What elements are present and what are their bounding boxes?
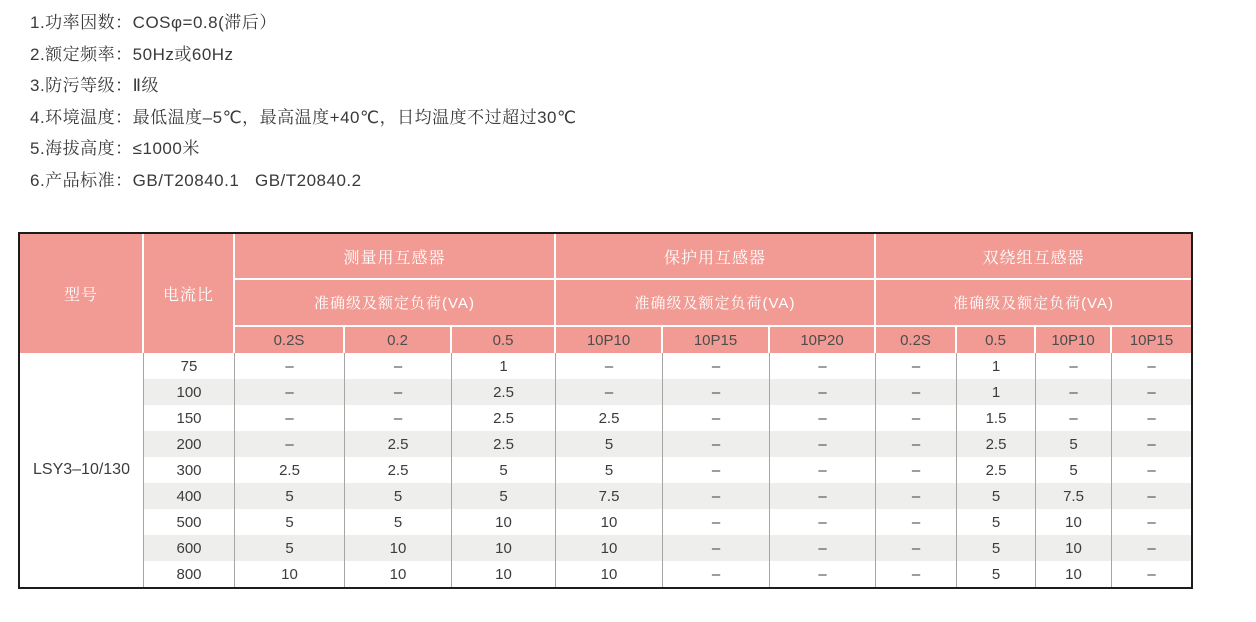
ratio-cell: 150	[144, 405, 235, 431]
value-cell: –	[1112, 353, 1191, 379]
value-cell: 5	[235, 509, 345, 535]
value-cell: 5	[556, 457, 663, 483]
value-cell: –	[876, 379, 957, 405]
value-cell: –	[235, 405, 345, 431]
value-cell: 5	[452, 457, 556, 483]
value-cell: 2.5	[235, 457, 345, 483]
value-cell: 10	[345, 561, 452, 587]
value-cell: 5	[556, 431, 663, 457]
accuracy-col-header: 10P20	[770, 327, 876, 353]
value-cell: –	[235, 353, 345, 379]
value-cell: –	[1112, 509, 1191, 535]
value-cell: –	[770, 483, 876, 509]
value-cell: 5	[957, 509, 1036, 535]
header-row-groups	[20, 234, 1191, 280]
value-cell: –	[556, 353, 663, 379]
value-cell: –	[876, 431, 957, 457]
accuracy-col-header: 10P10	[1036, 327, 1112, 353]
value-cell: 10	[1036, 509, 1112, 535]
spec-table	[18, 232, 1193, 589]
value-cell: –	[1112, 379, 1191, 405]
accuracy-col-header: 10P10	[556, 327, 663, 353]
value-cell: 5	[957, 483, 1036, 509]
value-cell: 2.5	[452, 431, 556, 457]
value-cell: –	[345, 379, 452, 405]
value-cell: –	[876, 353, 957, 379]
table-row	[20, 483, 1191, 509]
value-cell: –	[1036, 405, 1112, 431]
value-cell: –	[1112, 483, 1191, 509]
subheader-measurement: 准确级及额定负荷(VA)	[235, 280, 556, 327]
value-cell: 2.5	[452, 379, 556, 405]
value-cell: –	[1036, 379, 1112, 405]
spec-table-wrap	[18, 232, 1193, 589]
value-cell: 10	[556, 509, 663, 535]
value-cell: –	[770, 379, 876, 405]
value-cell: –	[770, 561, 876, 587]
value-cell: –	[1112, 405, 1191, 431]
value-cell: –	[663, 405, 770, 431]
value-cell: –	[663, 457, 770, 483]
value-cell: –	[770, 353, 876, 379]
value-cell: 5	[957, 561, 1036, 587]
value-cell: –	[770, 431, 876, 457]
spec-item: 2.额定频率：50Hz或60Hz	[30, 44, 234, 64]
value-cell: 5	[345, 483, 452, 509]
value-cell: 10	[235, 561, 345, 587]
value-cell: 2.5	[345, 431, 452, 457]
value-cell: –	[345, 353, 452, 379]
value-cell: 2.5	[345, 457, 452, 483]
accuracy-col-header: 10P15	[1112, 327, 1191, 353]
table-row	[20, 431, 1191, 457]
value-cell: 5	[1036, 457, 1112, 483]
value-cell: –	[235, 379, 345, 405]
ratio-cell: 600	[144, 535, 235, 561]
value-cell: –	[770, 535, 876, 561]
ratio-cell: 200	[144, 431, 235, 457]
value-cell: –	[235, 431, 345, 457]
spec-item: 6.产品标准：GB/T20840.1 GB/T20840.2	[30, 170, 362, 190]
value-cell: 2.5	[452, 405, 556, 431]
value-cell: 1	[452, 353, 556, 379]
value-cell: 2.5	[957, 457, 1036, 483]
value-cell: –	[663, 379, 770, 405]
group-header-double-winding: 双绕组互感器	[876, 234, 1191, 280]
value-cell: –	[1112, 431, 1191, 457]
value-cell: –	[770, 509, 876, 535]
group-header-protection: 保护用互感器	[556, 234, 876, 280]
ratio-column-header: 电流比	[144, 234, 235, 353]
value-cell: –	[663, 353, 770, 379]
value-cell: –	[876, 535, 957, 561]
table-row	[20, 405, 1191, 431]
value-cell: 5	[452, 483, 556, 509]
value-cell: 10	[556, 561, 663, 587]
spec-item: 1.功率因数：COSφ=0.8(滞后）	[30, 13, 277, 32]
value-cell: –	[876, 457, 957, 483]
value-cell: 7.5	[1036, 483, 1112, 509]
value-cell: 1.5	[957, 405, 1036, 431]
ratio-cell: 400	[144, 483, 235, 509]
table-row	[20, 353, 1191, 379]
table-row	[20, 561, 1191, 587]
value-cell: –	[876, 483, 957, 509]
ratio-cell: 500	[144, 509, 235, 535]
value-cell: –	[663, 431, 770, 457]
value-cell: 5	[1036, 431, 1112, 457]
value-cell: –	[1036, 353, 1112, 379]
value-cell: –	[876, 561, 957, 587]
value-cell: 10	[1036, 535, 1112, 561]
accuracy-col-header: 0.2S	[235, 327, 345, 353]
model-cell: LSY3–10/130	[20, 353, 144, 587]
value-cell: –	[663, 561, 770, 587]
value-cell: –	[663, 509, 770, 535]
model-column-header: 型号	[20, 234, 144, 353]
spec-item: 5.海拔高度：≤1000米	[30, 139, 200, 159]
group-header-measurement: 测量用互感器	[235, 234, 556, 280]
accuracy-col-header: 0.5	[452, 327, 556, 353]
value-cell: 10	[452, 509, 556, 535]
table-row	[20, 509, 1191, 535]
ratio-cell: 300	[144, 457, 235, 483]
value-cell: 10	[345, 535, 452, 561]
value-cell: 5	[345, 509, 452, 535]
value-cell: 2.5	[556, 405, 663, 431]
subheader-protection: 准确级及额定负荷(VA)	[556, 280, 876, 327]
value-cell: –	[876, 509, 957, 535]
value-cell: –	[1112, 457, 1191, 483]
table-row	[20, 457, 1191, 483]
value-cell: 10	[452, 535, 556, 561]
accuracy-col-header: 0.5	[957, 327, 1036, 353]
value-cell: –	[345, 405, 452, 431]
accuracy-col-header: 0.2	[345, 327, 452, 353]
value-cell: 5	[235, 483, 345, 509]
value-cell: 10	[452, 561, 556, 587]
table-body	[20, 353, 1191, 587]
ratio-cell: 800	[144, 561, 235, 587]
table-row	[20, 535, 1191, 561]
table-head	[20, 234, 1191, 353]
subheader-double-winding: 准确级及额定负荷(VA)	[876, 280, 1191, 327]
value-cell: –	[1112, 561, 1191, 587]
value-cell: 10	[556, 535, 663, 561]
spec-item: 4.环境温度：最低温度–5℃，最高温度+40℃，日均温度不过超过30℃	[30, 107, 577, 127]
spec-list	[30, 7, 577, 197]
value-cell: 1	[957, 379, 1036, 405]
accuracy-col-header: 10P15	[663, 327, 770, 353]
value-cell: 7.5	[556, 483, 663, 509]
value-cell: 2.5	[957, 431, 1036, 457]
accuracy-col-header: 0.2S	[876, 327, 957, 353]
value-cell: –	[876, 405, 957, 431]
ratio-cell: 100	[144, 379, 235, 405]
ratio-cell: 75	[144, 353, 235, 379]
table-row	[20, 379, 1191, 405]
value-cell: 5	[235, 535, 345, 561]
value-cell: –	[770, 405, 876, 431]
value-cell: –	[556, 379, 663, 405]
value-cell: –	[663, 483, 770, 509]
value-cell: 5	[957, 535, 1036, 561]
spec-item: 3.防污等级：Ⅱ级	[30, 76, 160, 96]
value-cell: 1	[957, 353, 1036, 379]
value-cell: –	[1112, 535, 1191, 561]
value-cell: –	[663, 535, 770, 561]
value-cell: 10	[1036, 561, 1112, 587]
value-cell: –	[770, 457, 876, 483]
